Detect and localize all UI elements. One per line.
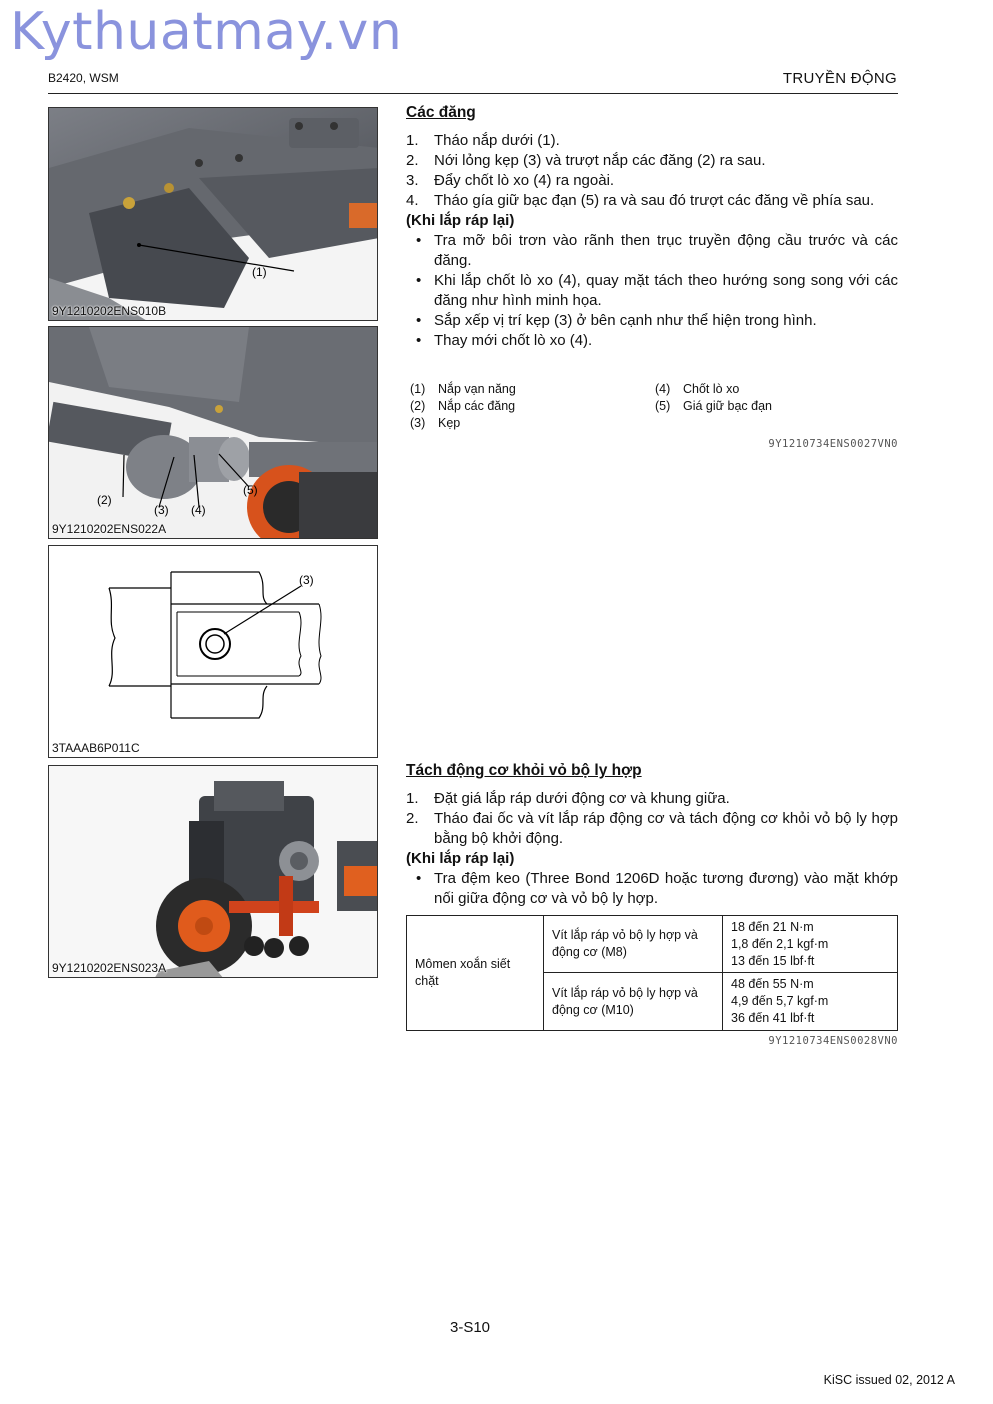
figure-caption: 9Y1210202ENS022A: [52, 522, 167, 536]
clamp-position-drawing: [49, 546, 378, 758]
step-item: 1. Tháo nắp dưới (1).: [406, 132, 560, 149]
step-item: 2. Tháo đai ốc và vít lắp ráp động cơ và tách động cơ khỏi vỏ bộ ly hợp bằng bộ khởi động.: [406, 810, 898, 847]
reassembly-heading: (Khi lắp ráp lại): [406, 850, 515, 867]
torque-item: Vít lắp ráp vỏ bộ ly hợp và động cơ (M10): [544, 973, 723, 1031]
callout-5: (5): [243, 483, 258, 497]
reference-code: 9Y1210734ENS0028VN0: [768, 1035, 898, 1047]
reassembly-item: • Tra đệm keo (Three Bond 1206D hoặc tương đương) vào mặt khớp nối giữa động cơ và vỏ bộ ly hợp.: [406, 869, 898, 909]
section-engine-separation: [406, 761, 898, 909]
figure-engine-separated: [48, 765, 378, 978]
figure-universal-cover: [48, 107, 378, 321]
figure-caption: 9Y1210202ENS010B: [52, 304, 167, 318]
section-title: Tách động cơ khỏi vỏ bộ ly hợp: [406, 762, 642, 779]
header-chapter: TRUYỀN ĐỘNG: [782, 70, 897, 87]
reassembly-item: • Thay mới chốt lò xo (4).: [406, 331, 898, 351]
legend-item: (2) Nắp các đăng: [410, 399, 516, 413]
reassembly-item: • Khi lắp chốt lò xo (4), quay mặt tách theo hướng song song với các đăng như hình minh họa.: [406, 271, 898, 311]
callout-1: (1): [252, 265, 267, 279]
header-model: B2420, WSM: [48, 71, 119, 85]
legend-item: (4) Chốt lò xo: [655, 382, 740, 396]
photo-tractor-split: [49, 766, 378, 978]
torque-label: Mômen xoắn siết chặt: [407, 916, 544, 1031]
photo-driveshaft-cover: [49, 327, 378, 539]
callout-2: (2): [97, 493, 112, 507]
torque-item: Vít lắp ráp vỏ bộ ly hợp và động cơ (M8): [544, 916, 723, 973]
step-item: 3. Đẩy chốt lò xo (4) ra ngoài.: [406, 172, 615, 189]
reassembly-list: [406, 869, 898, 909]
photo-chassis-underside: [49, 108, 378, 321]
torque-values: 48 đến 55 N·m 4,9 đến 5,7 kgf·m 36 đến 41 lbf·ft: [723, 973, 898, 1031]
step-list: [406, 131, 898, 211]
reference-code: 9Y1210734ENS0027VN0: [768, 438, 898, 450]
section-title: Các đăng: [406, 104, 476, 121]
figure-clamp-diagram: [48, 545, 378, 758]
legend-item: (5) Giá giữ bạc đạn: [655, 399, 772, 413]
figure-driveshaft: [48, 326, 378, 539]
footer-issue: KiSC issued 02, 2012 A: [823, 1373, 955, 1387]
figure-caption: 9Y1210202ENS023A: [52, 961, 167, 975]
watermark: Kythuatmay.vn: [10, 2, 403, 62]
header-rule: [48, 93, 898, 94]
step-item: 1. Đặt giá lắp ráp dưới động cơ và khung giữa.: [406, 790, 730, 807]
step-item: 4. Tháo gía giữ bạc đạn (5) ra và sau đó trượt các đăng về phía sau.: [406, 192, 875, 209]
callout-4: (4): [191, 503, 206, 517]
step-list: [406, 789, 898, 849]
legend-item: (1) Nắp vạn năng: [410, 382, 516, 396]
section-drive-shaft: [406, 103, 898, 351]
legend-item: (3) Kẹp: [410, 416, 461, 430]
callout-3: (3): [154, 503, 169, 517]
reassembly-item: • Tra mỡ bôi trơn vào rãnh then trục truyền động cầu trước và các đăng.: [406, 231, 898, 271]
torque-table: [406, 915, 898, 1031]
figure-caption: 3TAAAB6P011C: [52, 741, 140, 755]
torque-values: 18 đến 21 N·m 1,8 đến 2,1 kgf·m 13 đến 15 lbf·ft: [723, 916, 898, 973]
step-item: 2. Nới lỏng kẹp (3) và trượt nắp các đăng (2) ra sau.: [406, 152, 766, 169]
reassembly-item: • Sắp xếp vị trí kẹp (3) ở bên cạnh như thể hiện trong hình.: [406, 311, 898, 331]
reassembly-heading: (Khi lắp ráp lại): [406, 212, 515, 229]
callout-3: (3): [299, 573, 314, 587]
reassembly-list: [406, 231, 898, 351]
page-number: 3-S10: [450, 1319, 491, 1336]
